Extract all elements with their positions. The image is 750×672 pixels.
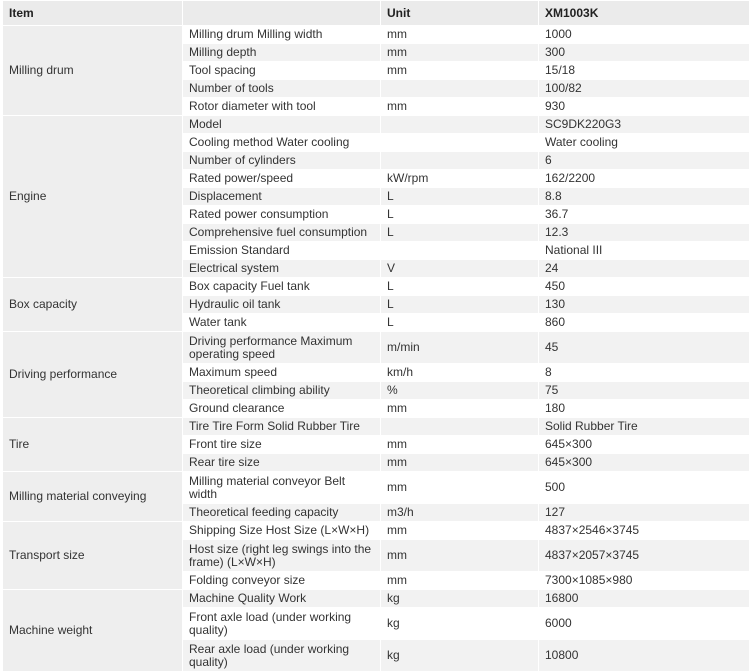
table-row [3,26,750,44]
parameter-cell: Water tank [183,314,381,332]
value-cell: 930 [539,98,750,116]
unit-cell: kg [381,640,539,672]
header-parameter [183,1,381,26]
category-cell: Transport size [3,522,183,590]
unit-cell [381,134,539,152]
category-cell: Box capacity [3,278,183,332]
table-row [3,116,750,134]
parameter-cell: Shipping Size Host Size (L×W×H) [183,522,381,540]
parameter-cell: Rotor diameter with tool [183,98,381,116]
header-item: Item [3,1,183,26]
unit-cell: mm [381,26,539,44]
parameter-cell: Number of tools [183,80,381,98]
parameter-cell: Emission Standard [183,242,381,260]
header-unit: Unit [381,1,539,26]
value-cell: 12.3 [539,224,750,242]
unit-cell: mm [381,540,539,572]
value-cell: 4837×2057×3745 [539,540,750,572]
spec-body [3,26,750,672]
unit-cell: m3/h [381,504,539,522]
category-cell: Engine [3,116,183,278]
category-cell: Milling material conveying [3,472,183,522]
unit-cell: mm [381,472,539,504]
unit-cell: L [381,296,539,314]
unit-cell: mm [381,522,539,540]
value-cell: 645×300 [539,454,750,472]
unit-cell: mm [381,436,539,454]
value-cell: 450 [539,278,750,296]
unit-cell [381,418,539,436]
value-cell: 500 [539,472,750,504]
parameter-cell: Hydraulic oil tank [183,296,381,314]
table-row [3,522,750,540]
value-cell: 16800 [539,590,750,608]
unit-cell: L [381,188,539,206]
value-cell: 75 [539,382,750,400]
header-model: XM1003K [539,1,750,26]
value-cell: National III [539,242,750,260]
value-cell: 860 [539,314,750,332]
value-cell: 8.8 [539,188,750,206]
parameter-cell: Tire Tire Form Solid Rubber Tire [183,418,381,436]
value-cell: 7300×1085×980 [539,572,750,590]
parameter-cell: Milling drum Milling width [183,26,381,44]
parameter-cell: Maximum speed [183,364,381,382]
value-cell: 180 [539,400,750,418]
unit-cell: mm [381,44,539,62]
parameter-cell: Theoretical climbing ability [183,382,381,400]
value-cell: Solid Rubber Tire [539,418,750,436]
table-row [3,472,750,504]
parameter-cell: Electrical system [183,260,381,278]
unit-cell: L [381,224,539,242]
parameter-cell: Milling depth [183,44,381,62]
parameter-cell: Rear axle load (under working quality) [183,640,381,672]
unit-cell: m/min [381,332,539,364]
value-cell: 100/82 [539,80,750,98]
spec-table [2,0,750,672]
parameter-cell: Folding conveyor size [183,572,381,590]
value-cell: 24 [539,260,750,278]
value-cell: 8 [539,364,750,382]
value-cell: 1000 [539,26,750,44]
value-cell: 6 [539,152,750,170]
value-cell: 6000 [539,608,750,640]
parameter-cell: Rated power/speed [183,170,381,188]
category-cell: Driving performance [3,332,183,418]
parameter-cell: Ground clearance [183,400,381,418]
parameter-cell: Tool spacing [183,62,381,80]
parameter-cell: Box capacity Fuel tank [183,278,381,296]
unit-cell: kg [381,608,539,640]
unit-cell: mm [381,400,539,418]
parameter-cell: Driving performance Maximum operating speed [183,332,381,364]
unit-cell: L [381,206,539,224]
unit-cell [381,80,539,98]
unit-cell: % [381,382,539,400]
unit-cell: kg [381,590,539,608]
parameter-cell: Model [183,116,381,134]
unit-cell: V [381,260,539,278]
value-cell: 300 [539,44,750,62]
value-cell: 45 [539,332,750,364]
table-row [3,332,750,364]
unit-cell: mm [381,62,539,80]
parameter-cell: Number of cylinders [183,152,381,170]
parameter-cell: Rear tire size [183,454,381,472]
value-cell: 130 [539,296,750,314]
table-row [3,278,750,296]
unit-cell: L [381,314,539,332]
unit-cell: mm [381,454,539,472]
unit-cell [381,242,539,260]
value-cell: 15/18 [539,62,750,80]
table-row [3,418,750,436]
unit-cell [381,116,539,134]
table-row [3,590,750,608]
value-cell: 162/2200 [539,170,750,188]
category-cell: Machine weight [3,590,183,672]
unit-cell: mm [381,98,539,116]
value-cell: 36.7 [539,206,750,224]
value-cell: Water cooling [539,134,750,152]
parameter-cell: Host size (right leg swings into the frame) (L×W×H) [183,540,381,572]
parameter-cell: Displacement [183,188,381,206]
value-cell: 645×300 [539,436,750,454]
value-cell: SC9DK220G3 [539,116,750,134]
value-cell: 127 [539,504,750,522]
parameter-cell: Front tire size [183,436,381,454]
category-cell: Tire [3,418,183,472]
parameter-cell: Comprehensive fuel consumption [183,224,381,242]
unit-cell: L [381,278,539,296]
unit-cell [381,152,539,170]
parameter-cell: Front axle load (under working quality) [183,608,381,640]
parameter-cell: Machine Quality Work [183,590,381,608]
parameter-cell: Milling material conveyor Belt width [183,472,381,504]
unit-cell: kW/rpm [381,170,539,188]
parameter-cell: Theoretical feeding capacity [183,504,381,522]
unit-cell: km/h [381,364,539,382]
parameter-cell: Cooling method Water cooling [183,134,381,152]
header-row [3,1,750,26]
unit-cell: mm [381,572,539,590]
category-cell: Milling drum [3,26,183,116]
value-cell: 10800 [539,640,750,672]
value-cell: 4837×2546×3745 [539,522,750,540]
parameter-cell: Rated power consumption [183,206,381,224]
